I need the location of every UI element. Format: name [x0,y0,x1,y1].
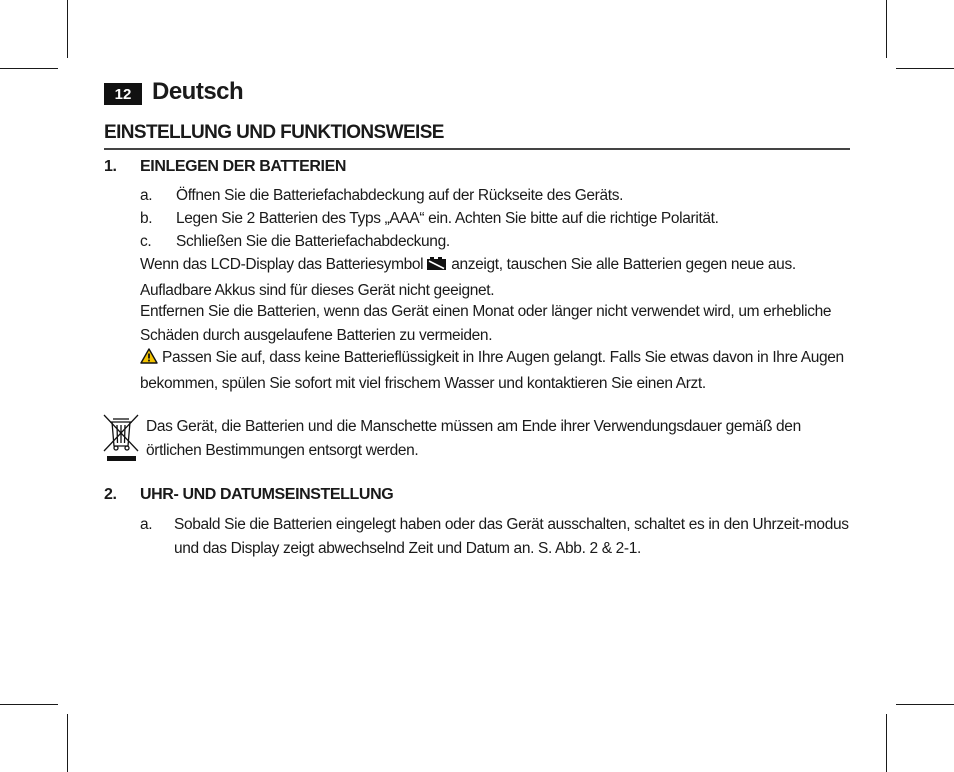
crop-mark [67,0,68,58]
language-title: Deutsch [152,78,244,105]
list-item [140,230,450,253]
remove-note: Entfernen Sie die Batterien, wenn das Gerät einen Monat oder länger nicht verwendet wird, um erhebliche Schäden durch ausgelaufene Batterien zu vermeiden. [140,303,832,344]
section2-title: UHR- UND DATUMSEINSTELLUNG [140,486,394,503]
warning-note [140,346,852,395]
warning-triangle-icon [140,348,158,372]
section1-number: 1. [104,158,117,175]
list-marker: c. [140,233,152,250]
list-text: Schließen Sie die Batteriefachabdeckung. [176,233,450,250]
list-item [140,207,719,230]
list-marker: b. [140,210,153,227]
crop-mark [0,68,58,69]
crop-mark [886,714,887,772]
battery-note-text-cont: anzeigt, tauschen Sie alle Batterien gegen neue aus. Aufladbare Akkus sind für dieses Gerät nicht geeignet. [140,256,796,299]
section2-number: 2. [104,486,117,503]
disposal-note: Das Gerät, die Batterien und die Manschette müssen am Ende ihrer Verwendungsdauer gemäß den örtlichen Bestimmungen entsorgt werden. [146,418,801,459]
section1-heading [104,158,346,176]
list-text: Legen Sie 2 Batterien des Typs „AAA“ ein. Achten Sie bitte auf die richtige Polarität. [176,210,719,227]
crossed-out-bin-icon [102,413,140,463]
list-item [140,184,623,207]
page-header [104,78,243,106]
page-number: 12 [104,83,142,105]
warning-note-text: Passen Sie auf, dass keine Batterieflüssigkeit in Ihre Augen gelangt. Falls Sie etwas davon in Ihre Augen bekommen, spülen Sie sofort mit viel frischem Wasser und kontaktieren Sie einen Arzt. [140,349,844,392]
section-title: EINSTELLUNG UND FUNKTIONSWEISE [104,122,850,150]
list-text: Sobald Sie die Batterien eingelegt haben oder das Gerät ausschalten, schaltet es in den Uhrzeit-modus und das Display zeigt abwechselnd Zeit und Datum an. S. Abb. 2 & 2-1. [174,516,849,557]
crop-mark [67,714,68,772]
list-marker: a. [140,187,153,204]
crop-mark [0,704,58,705]
battery-note [140,253,852,302]
battery-note-text: Wenn das LCD-Display das Batteriesymbol [140,256,424,273]
section2-heading [104,486,393,504]
crop-mark [896,68,954,69]
crop-mark [896,704,954,705]
section1-title: EINLEGEN DER BATTERIEN [140,158,347,175]
low-battery-icon [427,255,447,279]
crop-mark [886,0,887,58]
list-item [140,513,852,560]
list-marker: a. [140,516,153,533]
list-text: Öffnen Sie die Batteriefachabdeckung auf der Rückseite des Geräts. [176,187,624,204]
